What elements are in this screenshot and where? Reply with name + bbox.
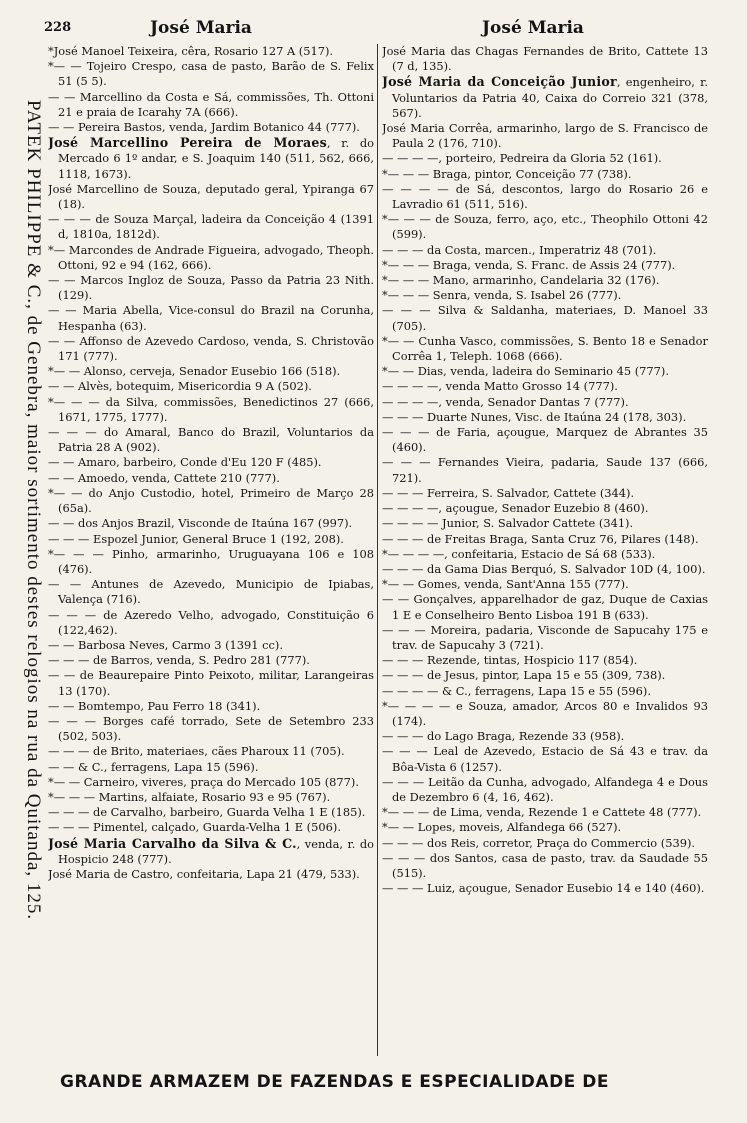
directory-entry: — — Amaro, barbeiro, Conde d'Eu 120 F (485). [48,455,322,470]
directory-entry: — — — —, açougue, Senador Euzebio 8 (460). [382,501,649,516]
directory-entry: — — — de Freitas Braga, Santa Cruz 76, Pilares (148). [382,531,699,546]
directory-entry: — — — —, porteiro, Pedreira da Gloria 52 (161). [382,151,662,166]
directory-entry: — — — Espozel Junior, General Bruce 1 (192, 208). [48,531,344,546]
directory-entry: — — — da Costa, marcen., Imperatriz 48 (701). [382,242,657,257]
directory-entry: — — — Leal de Azevedo, Estacio de Sá 43 e trav. da Bôa-Vista 6 (1257). [382,744,708,774]
directory-entry: — — Pereira Bastos, venda, Jardim Botanico 44 (777). [48,120,360,135]
directory-entry: *— — — Senra, venda, S. Isabel 26 (777). [382,288,622,303]
directory-entry: *— — Dias, venda, ladeira do Seminario 45 (777). [382,364,669,379]
directory-entry: — — Amoedo, venda, Cattete 210 (777). [48,470,280,485]
directory-entry: — — — —, venda, Senador Dantas 7 (777). [382,394,629,409]
directory-entry: — — & C., ferragens, Lapa 15 (596). [48,759,259,774]
directory-entry: — — — de Jesus, pintor, Lapa 15 e 55 (309, 738). [382,668,666,683]
page-number: 228 [44,20,72,35]
directory-entry: *— — — da Silva, commissões, Benedictinos 27 (666, 1671, 1775, 1777). [48,394,374,424]
directory-entry: — — — Borges café torrado, Sete de Setembro 233 (502, 503). [48,713,374,744]
directory-entry: *— — — Mano, armarinho, Candelaria 32 (176). [382,273,660,288]
directory-entry: *— — Alonso, cerveja, Senador Eusebio 166 (518). [48,364,341,379]
directory-entry: — — — Silva & Saldanha, materiaes, D. Manoel 33 (705). [382,303,708,333]
directory-entry: José Maria Corrêa, armarinho, largo de S. Francisco de Paula 2 (176, 710). [382,121,708,151]
directory-entry: José Marcellino de Souza, deputado geral, Ypiranga 67 (18). [48,181,374,212]
directory-entry: José Marcellino Pereira de Moraes, r. do Mercado 6 1º andar, e S. Joaquim 140 (511, 562, 666, 1118, 1673). [48,135,374,181]
directory-entry: *— — — Pinho, armarinho, Uruguayana 106 e 108 (476). [48,546,374,576]
directory-entry: — — de Beaurepaire Pinto Peixoto, militar, Larangeiras 13 (170). [48,668,374,698]
directory-entry: *— — — de Souza, ferro, aço, etc., Theophilo Ottoni 42 (599). [382,212,708,242]
directory-entry: — — — Ferreira, S. Salvador, Cattete (344). [382,485,635,500]
directory-entry: — — — de Souza Marçal, ladeira da Conceição 4 (1391 d, 1810a, 1812d). [48,212,374,242]
directory-entry: *— — Tojeiro Crespo, casa de pasto, Barão de S. Felix 51 (5 5). [48,59,374,89]
right-column [382,44,708,1056]
entry-bold-name: José Maria Carvalho da Silva & C. [48,835,297,851]
directory-entry: — — — — Junior, S. Salvador Cattete (341). [382,516,634,531]
directory-entry: — — — de Faria, açougue, Marquez de Abrantes 35 (460). [382,425,708,455]
column-divider [377,44,378,1056]
directory-entry: *José Manoel Teixeira, cêra, Rosario 127 A (517). [48,44,334,58]
directory-entry: — — Alvès, botequim, Misericordia 9 A (502). [48,379,312,394]
directory-entry: — — Antunes de Azevedo, Municipio de Ipiabas, Valença (716). [48,577,374,607]
directory-entry: — — — de Azeredo Velho, advogado, Constituição 6 (122,462). [48,607,374,637]
directory-entry: — — — Duarte Nunes, Visc. de Itaúna 24 (178, 303). [382,409,687,424]
directory-entry: *— — — — e Souza, amador, Arcos 80 e Invalidos 93 (174). [382,698,708,728]
directory-entry: José Maria Carvalho da Silva & C., venda, r. do Hospicio 248 (777). [48,835,374,866]
directory-entry: *— — Lopes, moveis, Alfandega 66 (527). [382,820,622,835]
left-column [48,44,374,1056]
directory-entry: *— — — Martins, alfaiate, Rosario 93 e 95 (767). [48,789,331,804]
directory-entry: — — — Pimentel, calçado, Guarda-Velha 1 E (506). [48,820,341,835]
directory-entry: — — — dos Reis, corretor, Praça do Commercio (539). [382,835,696,850]
directory-entry: José Maria da Conceição Junior, engenheiro, r. Voluntarios da Patria 40, Caixa do Correio 321 (378, 567). [382,74,708,120]
directory-entry: *— Marcondes de Andrade Figueira, advogado, Theoph. Ottoni, 92 e 94 (162, 666). [48,242,374,272]
directory-entry: — — — de Barros, venda, S. Pedro 281 (777). [48,653,310,668]
directory-entry: — — Marcellino da Costa e Sá, commissões, Th. Ottoni 21 e praia de Icarahy 7A (666). [48,89,374,119]
directory-entry: — — — do Amaral, Banco do Brazil, Voluntarios da Patria 28 A (902). [48,425,374,455]
directory-entry: — — — de Carvalho, barbeiro, Guarda Velha 1 E (185). [48,805,366,820]
right-running-title: José Maria [482,18,584,38]
directory-entry: — — — dos Santos, casa de pasto, trav. da Saudade 55 (515). [382,850,708,880]
directory-entry: — — — — & C., ferragens, Lapa 15 e 55 (596). [382,683,651,698]
directory-entry: *— — do Anjo Custodio, hotel, Primeiro de Março 28 (65a). [48,485,374,516]
directory-entry: — — — — de Sá, descontos, largo do Rosario 26 e Lavradio 61 (511, 516). [382,181,708,212]
directory-entry: *— — Cunha Vasco, commissões, S. Bento 18 e Senador Corrêa 1, Teleph. 1068 (666). [382,333,708,364]
directory-entry: — — Gonçalves, apparelhador de gaz, Duque de Caxias 1 E e Conselheiro Bento Lisboa 191 B (633). [382,592,708,622]
directory-entry: — — dos Anjos Brazil, Visconde de Itaúna 167 (997). [48,516,353,531]
directory-entry: — — Affonso de Azevedo Cardoso, venda, S. Christovão 171 (777). [48,333,374,364]
directory-entry: — — Maria Abella, Vice-consul do Brazil na Corunha, Hespanha (63). [48,303,374,333]
directory-entry: *— — — —, confeitaria, Estacio de Sá 68 (533). [382,546,656,561]
directory-entry: *— — — Braga, pintor, Conceição 77 (738). [382,166,632,181]
directory-entry: — — Bomtempo, Pau Ferro 18 (341). [48,698,261,713]
directory-entry: *— — — Braga, venda, S. Franc. de Assis 24 (777). [382,257,676,272]
left-running-title: José Maria [150,18,252,38]
directory-entry: — — — Luiz, açougue, Senador Eusebio 14 e 140 (460). [382,881,705,896]
directory-entry: — — — —, venda Matto Grosso 14 (777). [382,379,618,394]
directory-entry: *— — — de Lima, venda, Rezende 1 e Cattete 48 (777). [382,805,702,820]
directory-entry: *— — Gomes, venda, Sant'Anna 155 (777). [382,577,629,592]
directory-entry: José Maria das Chagas Fernandes de Brito, Cattete 13 (7 d, 135). [382,44,708,74]
directory-entry: — — — Fernandes Vieira, padaria, Saude 137 (666, 721). [382,455,708,485]
directory-entry: — — Marcos Ingloz de Souza, Passo da Patria 23 Nith. (129). [48,273,374,303]
entry-bold-name: José Marcellino Pereira de Moraes [48,135,327,151]
directory-entry: — — — Rezende, tintas, Hospicio 117 (854). [382,653,638,668]
directory-entry: José Maria de Castro, confeitaria, Lapa 21 (479, 533). [48,866,360,881]
directory-entry: — — — Leitão da Cunha, advogado, Alfandega 4 e Dous de Dezembro 6 (4, 16, 462). [382,774,708,804]
directory-entry: *— — Carneiro, viveres, praça do Mercado 105 (877). [48,774,359,789]
footer-advertisement: GRANDE ARMAZEM DE FAZENDAS E ESPECIALIDADE DE [60,1072,609,1092]
directory-entry: — — — da Gama Dias Berquó, S. Salvador 10D (4, 100). [382,561,706,576]
directory-entry: — — — Moreira, padaria, Visconde de Sapucahy 175 e trav. de Sapucahy 3 (721). [382,622,708,652]
entry-bold-name: José Maria da Conceição Junior [382,74,617,90]
side-advertisement: PATEK PHILIPPE & C., de Genebra, maior sortimento destes relogios na rua da Quitanda, 125. [23,100,44,921]
directory-entry: — — Barbosa Neves, Carmo 3 (1391 cc). [48,637,283,652]
directory-entry: — — — do Lago Braga, Rezende 33 (958). [382,729,625,744]
directory-entry: — — — de Brito, materiaes, cães Pharoux 11 (705). [48,744,345,759]
